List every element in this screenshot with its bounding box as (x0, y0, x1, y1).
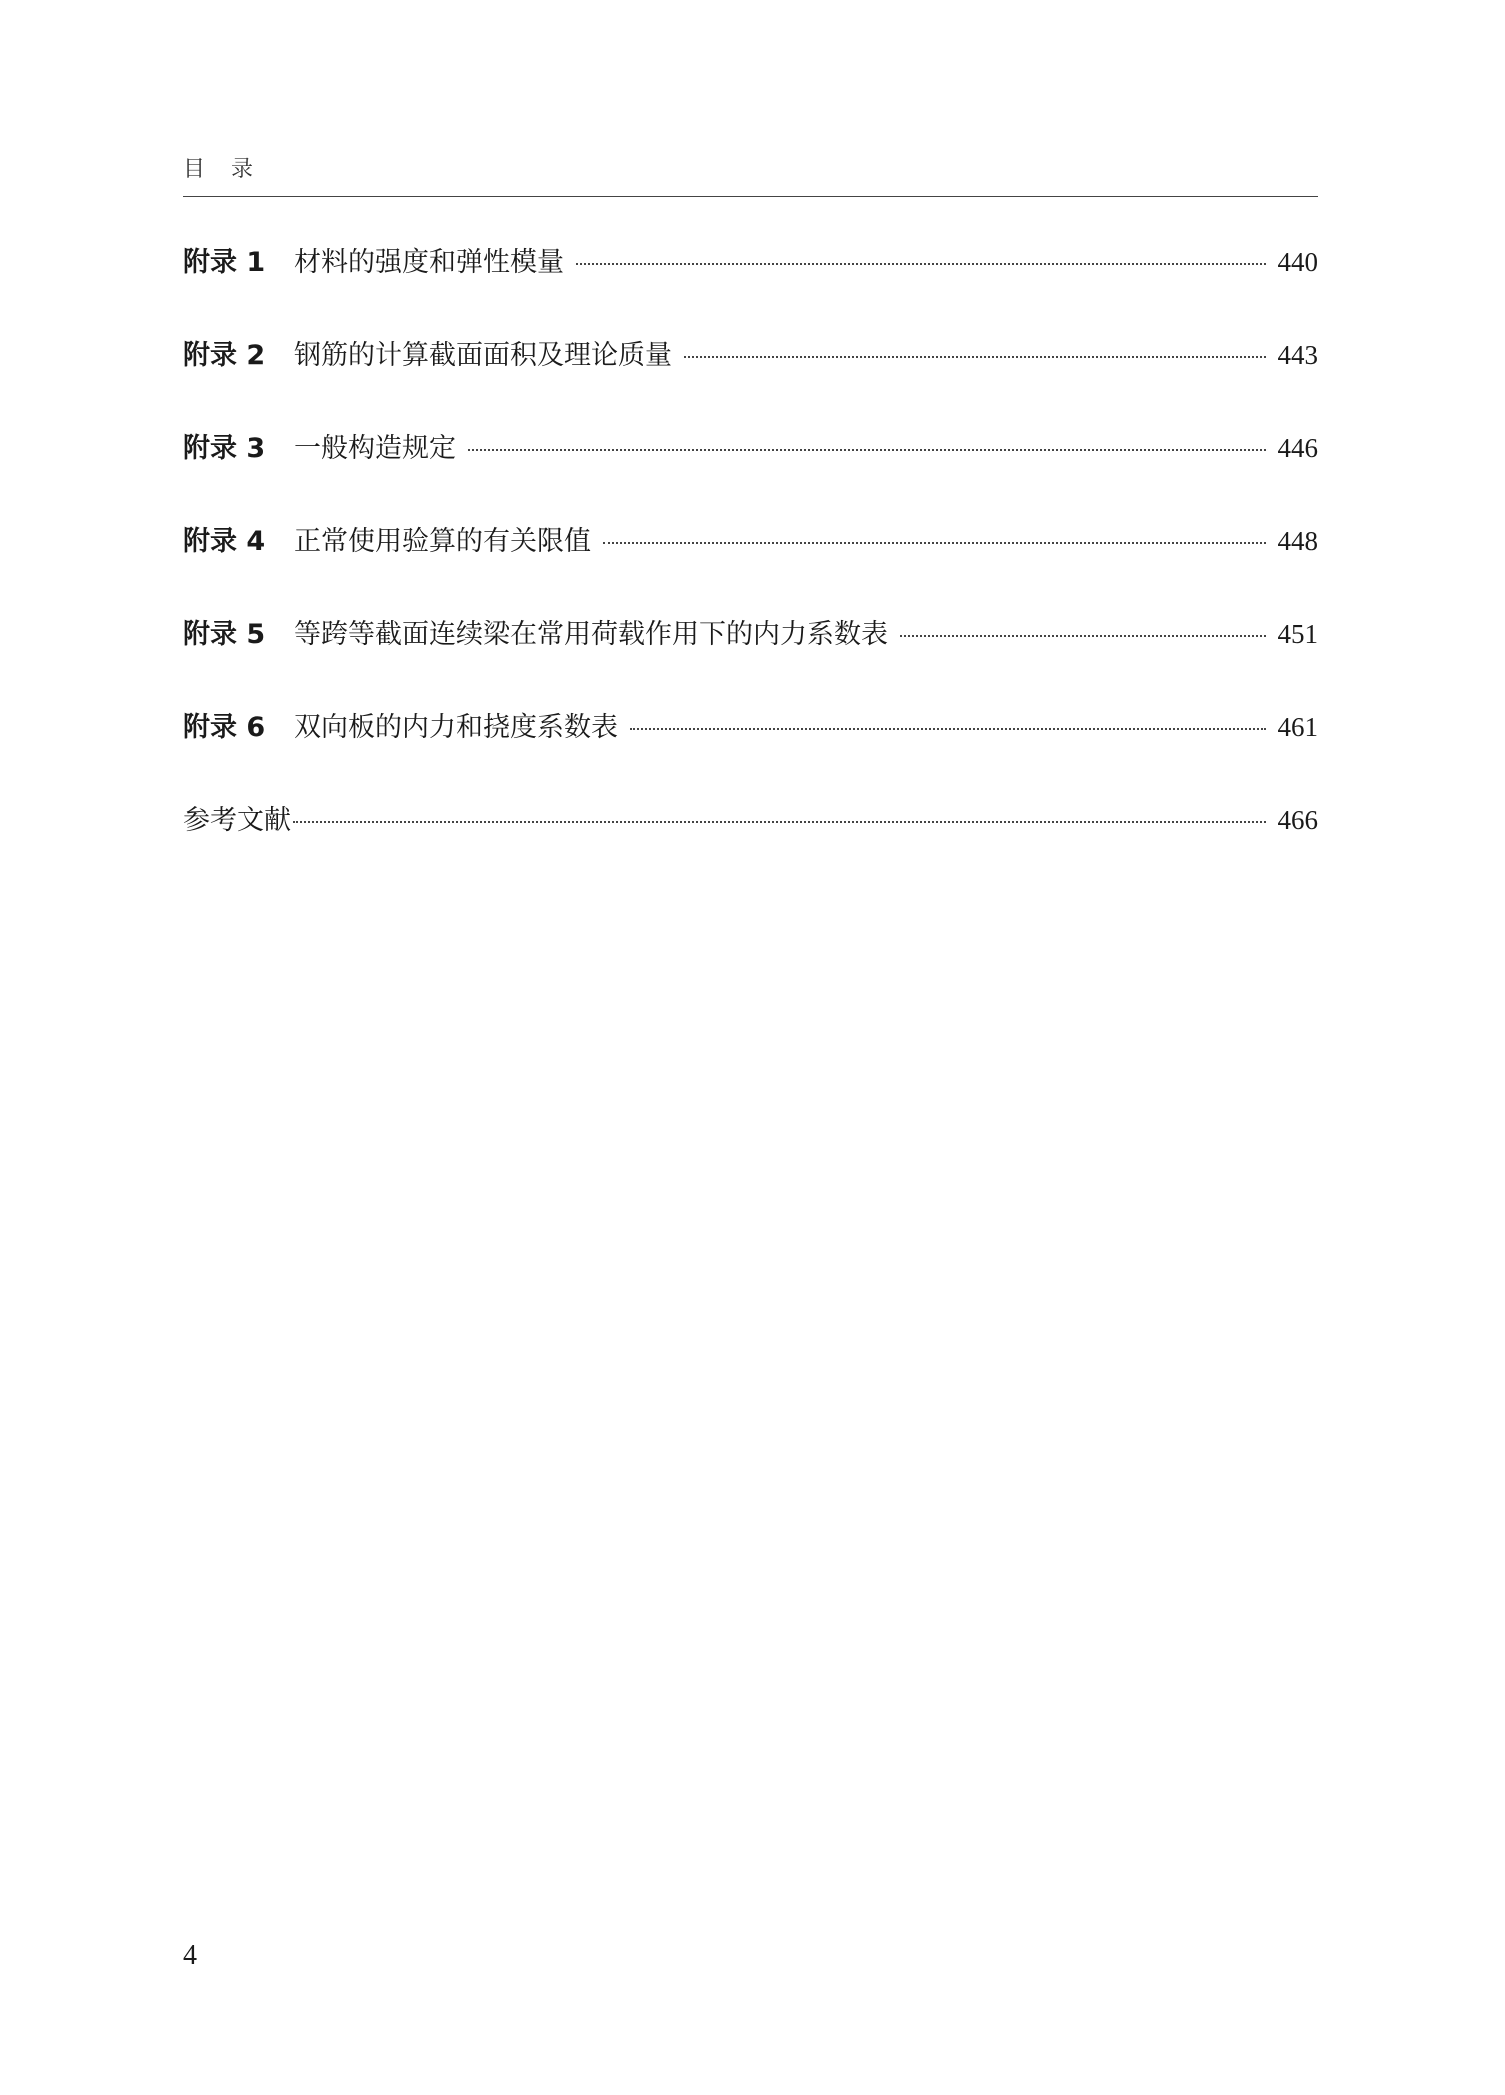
toc-dot-leader (576, 263, 1266, 265)
toc-dot-leader (630, 728, 1266, 730)
toc-entry-label: 附录 3 (183, 433, 266, 464)
toc-entry-label: 附录 5 (183, 619, 266, 650)
toc-entry-label: 附录 1 (183, 247, 266, 278)
running-header-title: 目录 (183, 157, 280, 182)
toc-entry-label: 附录 6 (183, 712, 266, 743)
toc-dot-leader (293, 821, 1266, 823)
header-divider (183, 196, 1318, 197)
toc-entry-appendix-6[interactable] (183, 705, 1318, 798)
toc-dot-leader (603, 542, 1266, 544)
toc-entry-page: 466 (1277, 805, 1318, 835)
toc-entry-appendix-4[interactable] (183, 519, 1318, 612)
toc-entry-title: 参考文献 (183, 805, 291, 836)
toc-entry-page: 451 (1277, 619, 1318, 649)
toc-entry-title: 材料的强度和弹性模量 (294, 247, 564, 278)
page-number: 4 (183, 1940, 197, 1971)
toc-entry-title: 正常使用验算的有关限值 (294, 526, 591, 557)
toc-entry-page: 440 (1277, 247, 1318, 277)
toc-entry-title: 一般构造规定 (294, 433, 456, 464)
toc-dot-leader (684, 356, 1266, 358)
toc-entry-appendix-5[interactable] (183, 612, 1318, 705)
toc-entry-title: 双向板的内力和挠度系数表 (294, 712, 618, 743)
toc-entry-label: 附录 2 (183, 340, 266, 371)
toc-entry-label: 附录 4 (183, 526, 266, 557)
toc-entry-appendix-2[interactable] (183, 333, 1318, 426)
toc-entry-page: 443 (1277, 340, 1318, 370)
toc-entry-title: 钢筋的计算截面面积及理论质量 (294, 340, 672, 371)
toc-entry-references[interactable] (183, 798, 1318, 891)
toc-entry-page: 448 (1277, 526, 1318, 556)
toc-dot-leader (900, 635, 1266, 637)
toc-entry-title: 等跨等截面连续梁在常用荷载作用下的内力系数表 (294, 619, 888, 650)
toc-entry-appendix-1[interactable] (183, 240, 1318, 333)
toc-entry-page: 461 (1277, 712, 1318, 742)
table-of-contents (183, 240, 1318, 891)
toc-entry-page: 446 (1277, 433, 1318, 463)
toc-dot-leader (468, 449, 1266, 451)
toc-entry-appendix-3[interactable] (183, 426, 1318, 519)
